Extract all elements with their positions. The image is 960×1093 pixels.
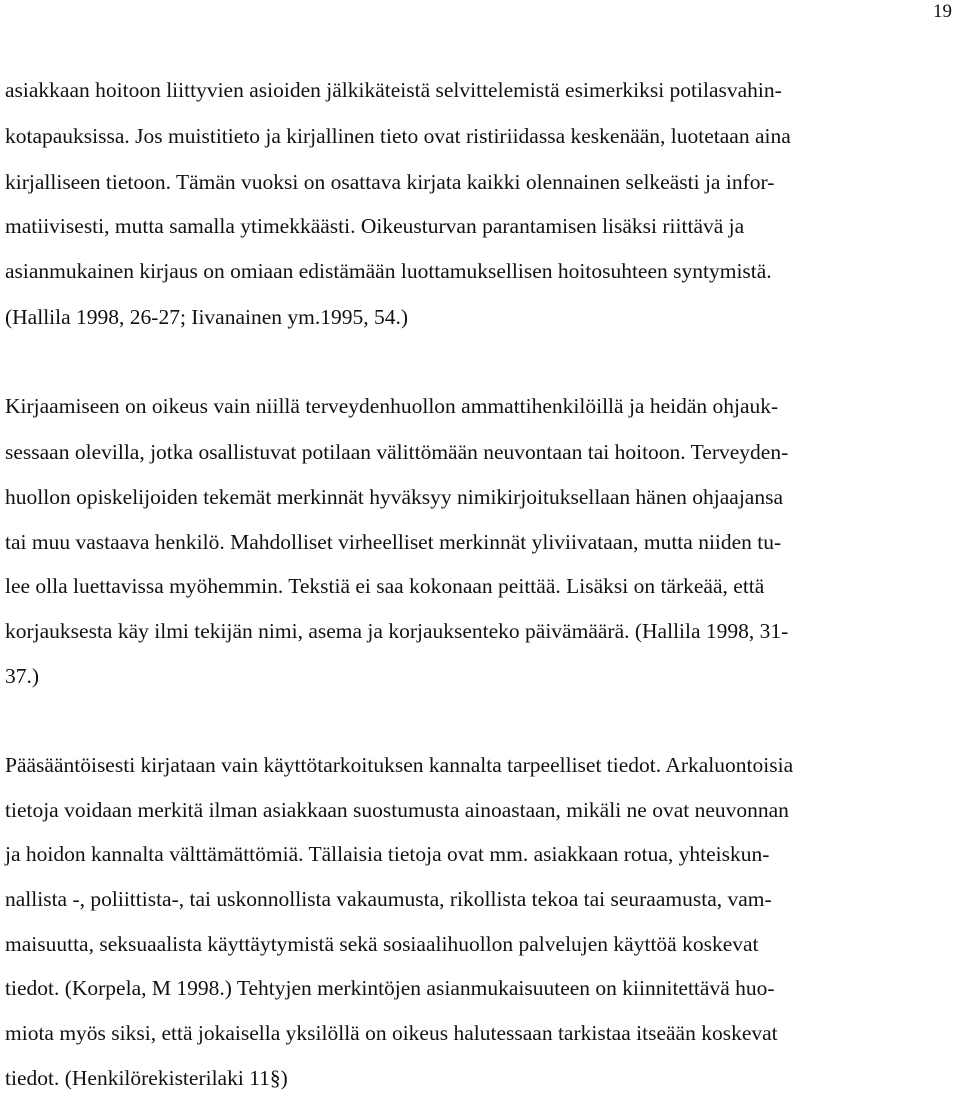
text-line: matiivisesti, mutta samalla ytimekkäästi. Oikeusturvan parantamisen lisäksi riittävä ja [5,214,745,238]
text-line: nallista -, poliittista-, tai uskonnollista vakaumusta, rikollista tekoa tai seuraamusta, vam- [5,887,772,911]
text-line: maisuutta, seksuaalista käyttäytymistä sekä sosiaalihuollon palvelujen käyttöä koskevat [5,932,759,956]
text-line: kotapauksissa. Jos muistitieto ja kirjallinen tieto ovat ristiriidassa keskenään, luotetaan aina [5,124,791,148]
text-line: tiedot. (Korpela, M 1998.) Tehtyjen merkintöjen asianmukaisuuteen on kiinnitettävä huo- [5,976,775,1000]
text-line: ja hoidon kannalta välttämättömiä. Tällaisia tietoja ovat mm. asiakkaan rotua, yhteiskun- [5,842,770,866]
text-line: (Hallila 1998, 26-27; Iivanainen ym.1995, 54.) [5,305,409,329]
text-line: huollon opiskelijoiden tekemät merkinnät hyväksyy nimikirjoituksellaan hänen ohjaajansa [5,485,783,509]
text-line: miota myös siksi, että jokaisella yksilöllä on oikeus halutessaan tarkistaa itseään koskevat [5,1021,778,1045]
text-line: tiedot. (Henkilörekisterilaki 11§) [5,1066,288,1090]
text-line: 37.) [5,664,40,688]
text-line: asianmukainen kirjaus on omiaan edistämään luottamuksellisen hoitosuhteen syntymistä. [5,259,772,283]
text-line: korjauksesta käy ilmi tekijän nimi, asema ja korjauksenteko päivämäärä. (Hallila 1998, 31- [5,619,789,643]
text-line: kirjalliseen tietoon. Tämän vuoksi on osattava kirjata kaikki olennainen selkeästi ja infor- [5,170,775,194]
text-line: asiakkaan hoitoon liittyvien asioiden jälkikäteistä selvittelemistä esimerkiksi potilasvahin- [5,78,782,102]
text-line: Pääsääntöisesti kirjataan vain käyttötarkoituksen kannalta tarpeelliset tiedot. Arkaluontoisia [5,753,794,777]
text-line: tietoja voidaan merkitä ilman asiakkaan suostumusta ainoastaan, mikäli ne ovat neuvonnan [5,798,789,822]
text-line: Kirjaamiseen on oikeus vain niillä terveydenhuollon ammattihenkilöillä ja heidän ohjauk- [5,394,779,418]
text-line: sessaan olevilla, jotka osallistuvat potilaan välittömään neuvontaan tai hoitoon. Terveyden- [5,440,789,464]
page-number: 19 [933,1,952,22]
text-line: tai muu vastaava henkilö. Mahdolliset virheelliset merkinnät yliviivataan, mutta niiden tu- [5,530,782,554]
text-line: lee olla luettavissa myöhemmin. Tekstiä ei saa kokonaan peittää. Lisäksi on tärkeää, että [5,574,765,598]
